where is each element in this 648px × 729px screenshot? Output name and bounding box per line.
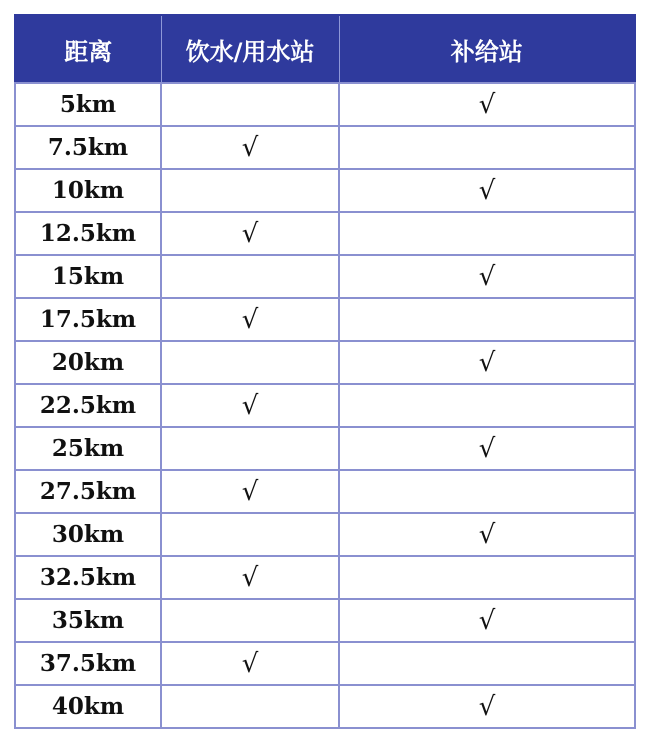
- supply-station-cell: √: [339, 341, 635, 384]
- table-row: [15, 341, 635, 384]
- water-station-cell: [161, 169, 339, 212]
- table-row: [15, 556, 635, 599]
- supply-station-cell: √: [339, 169, 635, 212]
- header-supply-station: 补给站: [339, 15, 635, 83]
- table-row: [15, 513, 635, 556]
- station-table-container: [14, 14, 634, 729]
- supply-station-cell: √: [339, 513, 635, 556]
- header-distance: 距离: [15, 15, 161, 83]
- table-body: [15, 83, 635, 728]
- table-row: [15, 126, 635, 169]
- table-row: [15, 384, 635, 427]
- water-station-cell: √: [161, 384, 339, 427]
- distance-cell: 30km: [15, 513, 161, 556]
- water-station-cell: [161, 427, 339, 470]
- water-station-cell: √: [161, 298, 339, 341]
- table-row: [15, 427, 635, 470]
- water-station-cell: √: [161, 556, 339, 599]
- table-row: [15, 169, 635, 212]
- water-station-cell: [161, 685, 339, 728]
- distance-cell: 20km: [15, 341, 161, 384]
- supply-station-cell: √: [339, 255, 635, 298]
- supply-station-cell: [339, 212, 635, 255]
- water-station-cell: [161, 599, 339, 642]
- table-row: [15, 298, 635, 341]
- water-station-cell: [161, 341, 339, 384]
- supply-station-cell: [339, 384, 635, 427]
- supply-station-cell: [339, 470, 635, 513]
- distance-cell: 17.5km: [15, 298, 161, 341]
- table-row: [15, 83, 635, 126]
- station-table: [14, 14, 636, 729]
- table-row: [15, 212, 635, 255]
- distance-cell: 25km: [15, 427, 161, 470]
- distance-cell: 40km: [15, 685, 161, 728]
- water-station-cell: √: [161, 470, 339, 513]
- table-header: [15, 15, 635, 83]
- distance-cell: 10km: [15, 169, 161, 212]
- distance-cell: 35km: [15, 599, 161, 642]
- distance-cell: 37.5km: [15, 642, 161, 685]
- supply-station-cell: √: [339, 685, 635, 728]
- supply-station-cell: [339, 298, 635, 341]
- water-station-cell: √: [161, 642, 339, 685]
- table-row: [15, 470, 635, 513]
- supply-station-cell: [339, 126, 635, 169]
- supply-station-cell: [339, 642, 635, 685]
- header-water-station: 饮水/用水站: [161, 15, 339, 83]
- table-row: [15, 685, 635, 728]
- distance-cell: 27.5km: [15, 470, 161, 513]
- table-row: [15, 642, 635, 685]
- water-station-cell: [161, 83, 339, 126]
- supply-station-cell: √: [339, 427, 635, 470]
- supply-station-cell: [339, 556, 635, 599]
- distance-cell: 15km: [15, 255, 161, 298]
- table-row: [15, 599, 635, 642]
- distance-cell: 5km: [15, 83, 161, 126]
- header-row: [15, 15, 635, 83]
- distance-cell: 22.5km: [15, 384, 161, 427]
- water-station-cell: √: [161, 126, 339, 169]
- water-station-cell: [161, 255, 339, 298]
- distance-cell: 12.5km: [15, 212, 161, 255]
- distance-cell: 7.5km: [15, 126, 161, 169]
- water-station-cell: [161, 513, 339, 556]
- table-row: [15, 255, 635, 298]
- supply-station-cell: √: [339, 83, 635, 126]
- supply-station-cell: √: [339, 599, 635, 642]
- distance-cell: 32.5km: [15, 556, 161, 599]
- water-station-cell: √: [161, 212, 339, 255]
